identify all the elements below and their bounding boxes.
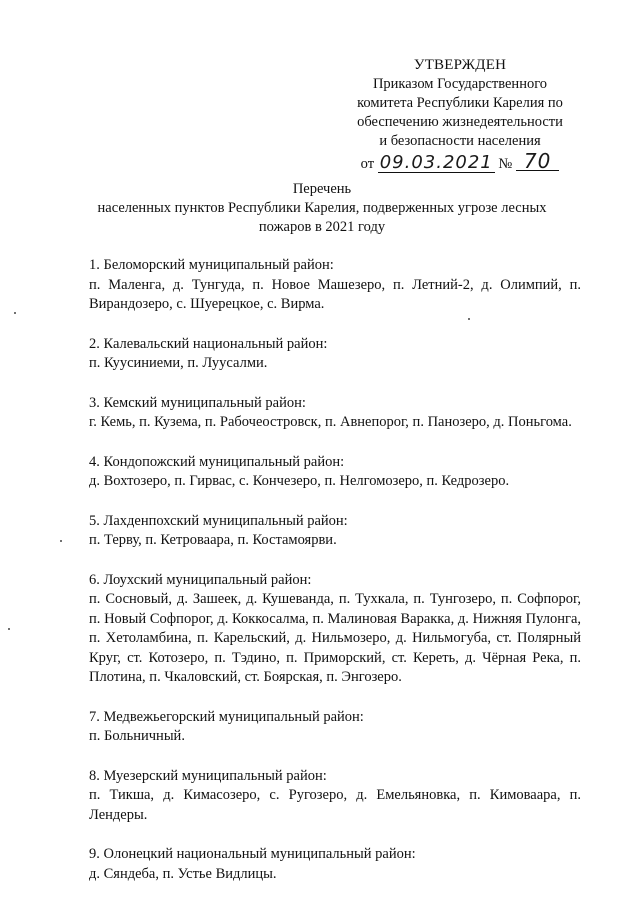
district-list	[89, 256, 581, 904]
document-subheading: населенных пунктов Республики Карелия, подверженных угрозе лесных пожаров в 2021 году	[97, 200, 547, 235]
district-name: 5. Лахденпохский муниципальный район:	[89, 512, 348, 529]
district-name: 3. Кемский муниципальный район:	[89, 394, 306, 411]
district-name: 4. Кондопожский муниципальный район:	[89, 453, 345, 470]
district-item	[89, 708, 581, 747]
document-title-block	[72, 180, 572, 237]
district-name: 6. Лоухский муниципальный район:	[89, 571, 312, 588]
district-settlements: п. Терву, п. Кетроваара, п. Костамоярви.	[89, 532, 337, 548]
district-settlements: п. Тикша, д. Кимасозеро, с. Ругозеро, д. Емельяновка, п. Кимоваара, п. Лендеры.	[89, 787, 581, 823]
approval-line-2: комитета Республики Карелия по	[357, 95, 563, 111]
district-item	[89, 453, 581, 492]
scan-speck	[8, 628, 10, 630]
handwritten-date: 09.03.2021	[379, 152, 493, 173]
district-settlements: г. Кемь, п. Кузема, п. Рабочеостровск, п. Авнепорог, п. Панозеро, д. Поньгома.	[89, 414, 572, 430]
document-heading: Перечень	[292, 181, 352, 197]
district-name: 8. Муезерский муниципальный район:	[89, 767, 327, 784]
district-settlements: д. Сяндеба, п. Устье Видлицы.	[89, 865, 277, 882]
district-item	[89, 845, 581, 884]
approval-line-1: Приказом Государственного	[372, 76, 548, 92]
district-settlements: д. Вохтозеро, п. Гирвас, с. Кончезеро, п. Нелгомозеро, п. Кедрозеро.	[89, 473, 510, 489]
district-settlements: п. Маленга, д. Тунгуда, п. Новое Машезеро, п. Летний-2, д. Олимпий, п. Вирандозеро, с. Шуерецкое, с. Вирма.	[89, 276, 581, 312]
approval-stamp-block	[340, 56, 580, 174]
district-item	[89, 335, 581, 374]
district-item	[89, 512, 581, 551]
district-name: 9. Олонецкий национальный муниципальный район:	[89, 846, 416, 862]
district-item	[89, 571, 581, 688]
district-item	[89, 256, 581, 315]
approval-line-3: обеспечению жизнедеятельности	[357, 114, 563, 130]
approval-title: УТВЕРЖДЕН	[413, 57, 507, 73]
date-prefix: от	[360, 156, 375, 172]
scan-speck	[468, 318, 470, 320]
district-item	[89, 394, 581, 433]
district-item	[89, 767, 581, 826]
handwritten-number: 70	[516, 152, 559, 171]
district-name: 7. Медвежьегорский муниципальный район:	[89, 708, 364, 725]
district-name: 2. Калевальский национальный район:	[89, 335, 328, 352]
number-prefix: №	[498, 156, 513, 172]
scan-speck	[60, 540, 62, 542]
district-settlements: п. Куусиниеми, п. Луусалми.	[89, 355, 268, 371]
district-name: 1. Беломорский муниципальный район:	[89, 257, 334, 273]
approval-line-4: и безопасности населения	[379, 133, 541, 149]
approval-date-number-row	[340, 149, 580, 174]
district-settlements: п. Больничный.	[89, 728, 185, 744]
scan-speck	[14, 312, 16, 314]
district-settlements: п. Сосновый, д. Зашеек, д. Кушеванда, п. Тухкала, п. Тунгозеро, п. Софпорог, п. Новый Софпорог, д. Коккосалма, п. Малиновая Варакка, д. Нижняя Пулонга, п. Хетоламбина, п. Карельский, д. Нильмозеро, д. Нильмогуба, ст. Полярный Круг, ст. Котозеро, п. Тэдино, п. Приморский, ст. Кереть, д. Чёрная Река, п. Плотина, п. Чкаловский, ст. Боярская, п. Энгозеро.	[89, 591, 581, 685]
